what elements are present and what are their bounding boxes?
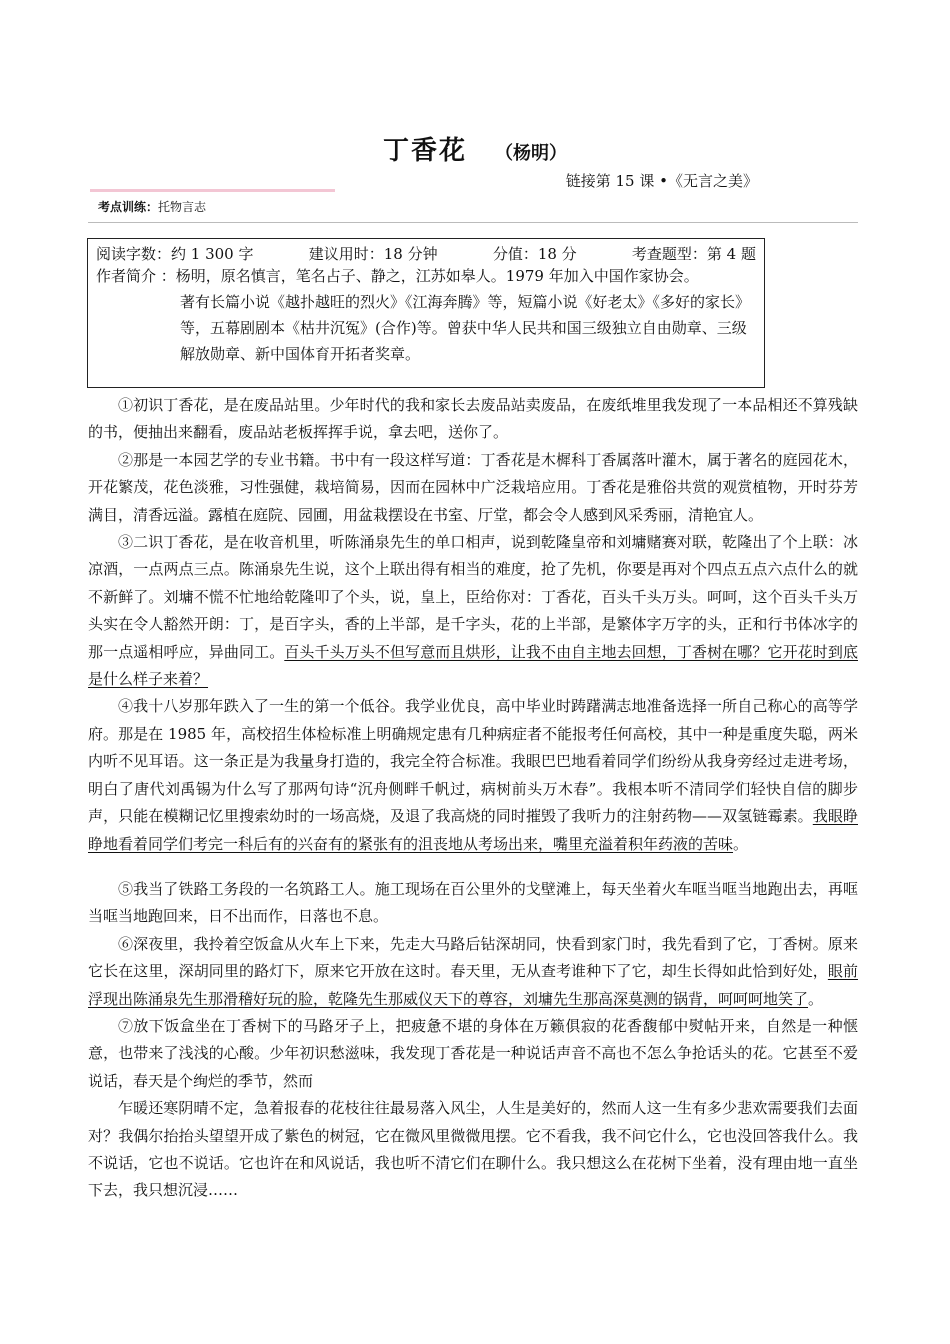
paragraph-gap	[88, 858, 858, 876]
training-point	[98, 198, 206, 215]
paragraph-3-text: ③二识丁香花，是在收音机里，听陈涌泉先生的单口相声，说到乾隆皇帝和刘墉赌赛对联，乾隆出了个上联：冰凉酒，一点两点三点。陈涌泉先生说，这个上联出得有相当的难度，抢了先机，你要是再对个四点五点六点什么的就不新鲜了。刘墉不慌不忙地给乾隆叩了个头，说，皇上，臣给你对：丁香花，百头千头万头。呵呵，这个百头千头万头实在令人豁然开朗：丁，是百字头，香的上半部，是千字头，花的上半部，是繁体字万字的头，正和行书体冰字的那一点遥相呼应，异曲同工。	[88, 533, 858, 661]
suggested-time: 建议用时：18 分钟	[308, 245, 438, 263]
reading-stats-row	[96, 243, 756, 265]
paragraph-6-text: ⑥深夜里，我拎着空饭盒从火车上下来，先走大马路后钻深胡同，快看到家门时，我先看到了它，丁香树。原来它长在这里，深胡同里的路灯下，原来它开放在这时。春天里，无从查考谁种下了它，却生长得如此恰到好处，	[88, 934, 858, 981]
question-type: 考查题型：第 4 题	[631, 245, 756, 263]
page-title: 丁香花	[382, 136, 467, 166]
paragraph-3-underlined: 百头千头万头不但写意而且烘形，让我不由自主地去回想，丁香树在哪？它开花时到底是什么样子来着？	[88, 642, 858, 689]
paragraph-6	[88, 931, 858, 1013]
article-body	[88, 392, 858, 1205]
header-divider	[88, 222, 858, 223]
paragraph-5: ⑤我当了铁路工务段的一名筑路工人。施工现场在百公里外的戈壁滩上，每天坐着火车哐当哐当地跑出去，再哐当哐当地跑回来，日不出而作，日落也不息。	[88, 879, 858, 926]
training-point-label: 考点训练：	[98, 200, 159, 214]
paragraph-4	[88, 693, 858, 857]
paragraph-4-underlined: 我眼睁睁地看着同学们考完一科后有的兴奋有的紧张有的沮丧地从考场出来，嘴里充溢着积年药液的苦味	[88, 807, 858, 853]
reading-info-box	[87, 238, 765, 388]
paragraph-7: ⑦放下饭盒坐在丁香树下的马路牙子上，把疲惫不堪的身体在万籁俱寂的花香馥郁中熨帖开来，自然是一种惬意，也带来了浅浅的心酸。少年初识愁滋味，我发现丁香花是一种说话声音不高也不怎么争抢话头的花。它甚至不爱说话，春天是个绚烂的季节，然而	[88, 1016, 858, 1090]
title-row	[0, 130, 950, 167]
author-works: 著有长篇小说《越扑越旺的烈火》《江海奔腾》等，短篇小说《好老太》《多好的家长》等，五幕剧剧本《枯井沉冤》(合作)等。曾获中华人民共和国三级独立自由勋章、三级解放勋章、新中国体育开拓者奖章。	[180, 293, 751, 363]
paragraph-1: ①初识丁香花，是在废品站里。少年时代的我和家长去废品站卖废品，在废纸堆里我发现了一本品相还不算残缺的书，便抽出来翻看，废品站老板挥挥手说，拿去吧，送你了。	[88, 396, 858, 442]
pink-accent-bar	[90, 189, 335, 192]
author-bio: 作者简介 ：杨明，原名慎言，笔名占子、静之，江苏如皋人。1979 年加入中国作家协会。	[96, 267, 699, 285]
paragraph-2: ②那是一本园艺学的专业书籍。书中有一段这样写道：丁香花是木樨科丁香属落叶灌木，属于著名的庭园花木，开花繁茂，花色淡雅，习性强健，栽培简易，因而在园林中广泛栽培应用。丁香花是雅俗共赏的观赏植物，开时芬芳满目，清香远溢。露植在庭院、园圃，用盆栽摆设在书室、厅堂，都会令人感到风采秀丽，清艳宜人。	[88, 450, 858, 524]
paragraph-8: 乍暖还寒阴晴不定，急着报春的花枝往往最易落入风尘，人生是美好的，然而人这一生有多少悲欢需要我们去面对？我偶尔抬抬头望望开成了紫色的树冠，它在微风里微微甩摆。它不看我，我不问它什么，它也没回答我什么。我不说话，它也不说话。它也许在和风说话，我也听不清它们在聊什么。我只想这么在花树下坐着，没有理由地一直坐下去，我只想沉浸……	[88, 1099, 858, 1200]
word-count: 阅读字数：约 1 300 字	[96, 245, 254, 263]
paragraph-4-end: 。	[733, 834, 749, 853]
paragraph-6-underlined: 眼前浮现出陈涌泉先生那滑稽好玩的脸，乾隆先生那威仪天下的尊容，刘墉先生那高深莫测的锅背，呵呵呵地笑了	[88, 962, 858, 1008]
training-point-value: 托物言志	[158, 200, 207, 214]
author-name: （杨明）	[495, 143, 567, 164]
paragraph-3	[88, 529, 858, 693]
lesson-link: 链接第 15 课 •《无言之美》	[565, 172, 758, 190]
paragraph-4-text: ④我十八岁那年跌入了一生的第一个低谷。我学业优良，高中毕业时踌躇满志地准备选择一所自己称心的高等学府。那是在 1985 年，高校招生体检标准上明确规定患有几种病症者不能报考任何高校，其中一种是重度失聪，两米内听不见耳语。这一条正是为我量身打造的，我完全符合标准。我眼巴巴地看着同学们纷纷从我身旁经过走进考场，明白了唐代刘禹锡为什么写了那两句诗“沉舟侧畔千帆过，病树前头万木春”。我根本听不清同学们轻快自信的脚步声，只能在模糊记忆里搜索幼时的一场高烧，及退了我高烧的同时摧毁了我听力的注射药物——双氢链霉素。	[88, 697, 858, 826]
score: 分值：18 分	[492, 245, 577, 263]
paragraph-6-end: 。	[808, 989, 824, 1008]
